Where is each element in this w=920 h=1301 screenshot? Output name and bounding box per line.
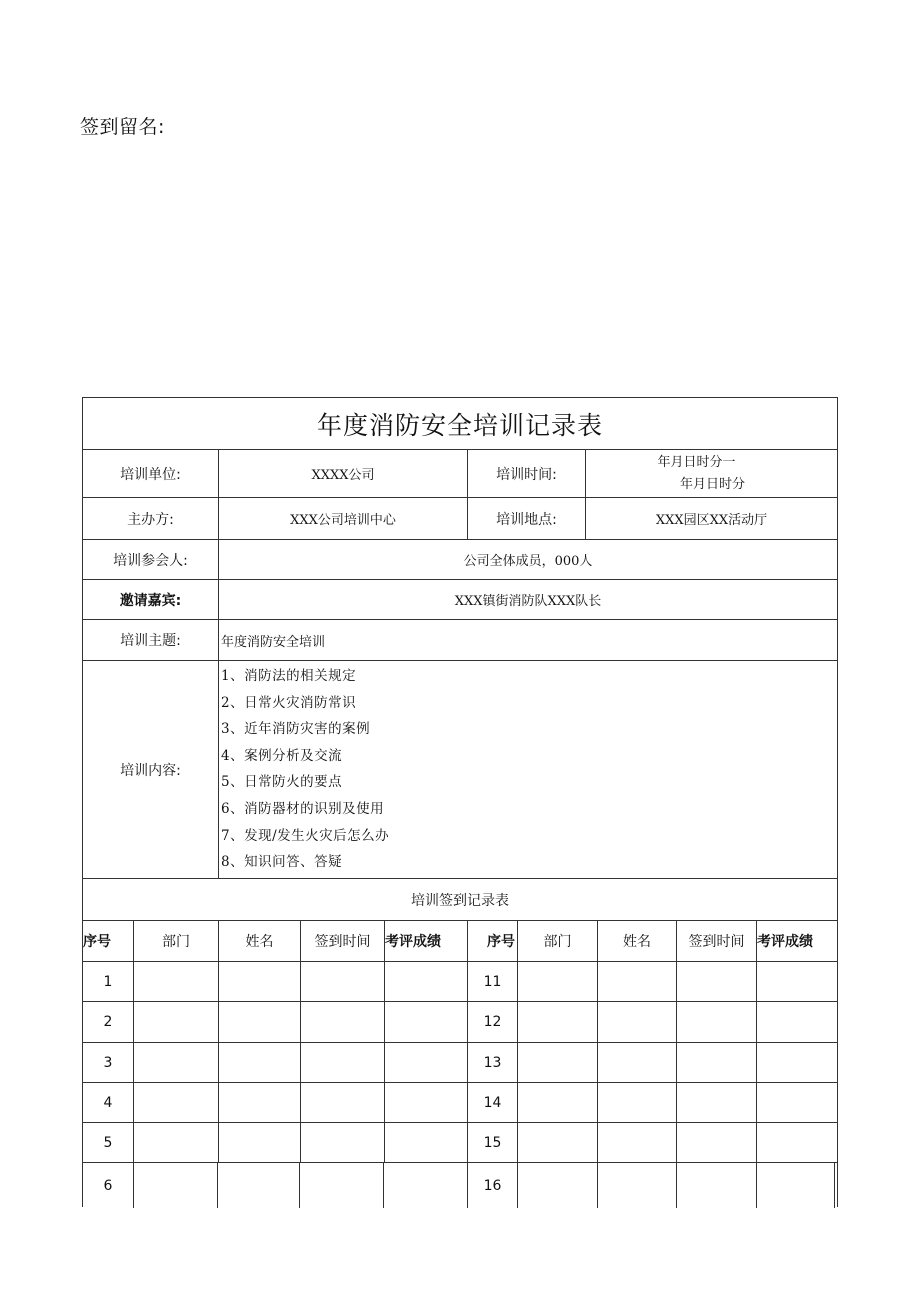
guest-row	[83, 580, 837, 620]
signin-time-cell[interactable]	[300, 1163, 384, 1208]
signin-time-cell[interactable]	[301, 1043, 385, 1082]
place-value: XXX园区XX活动厅	[655, 513, 768, 528]
header-dept: 部门	[518, 921, 598, 961]
header-dept: 部门	[134, 921, 219, 961]
signin-time-cell[interactable]	[677, 1002, 757, 1042]
signin-time-cell[interactable]	[677, 1123, 757, 1162]
seq-number: 14	[468, 1083, 518, 1122]
table-row	[83, 962, 837, 1002]
content-item: 6、消防器材的识别及使用	[221, 800, 385, 817]
seq-number: 2	[83, 1002, 134, 1042]
header-score: 考评成绩	[385, 921, 468, 961]
content-item: 8、知识问答、答疑	[221, 854, 343, 871]
content-item: 2、日常火灾消防常识	[221, 694, 357, 711]
place-label: 培训地点:	[468, 498, 586, 539]
score-cell[interactable]	[385, 1002, 468, 1042]
score-cell[interactable]	[757, 1002, 837, 1042]
score-cell[interactable]	[385, 1043, 468, 1082]
table-row	[83, 1083, 837, 1123]
seq-number: 13	[468, 1043, 518, 1082]
signin-title: 培训签到记录表	[411, 892, 509, 909]
content-item: 4、案例分析及交流	[221, 747, 343, 764]
form-title-row	[83, 398, 837, 450]
signin-title-row	[83, 879, 837, 921]
content-row	[83, 661, 837, 879]
score-cell[interactable]	[385, 1083, 468, 1122]
dept-cell[interactable]	[518, 1123, 598, 1162]
unit-value: XXXX公司	[219, 450, 468, 497]
time-label: 培训时间:	[468, 450, 586, 497]
score-cell[interactable]	[757, 1043, 837, 1082]
signin-time-cell[interactable]	[301, 962, 385, 1001]
header-seq: 序号	[468, 921, 518, 961]
dept-cell[interactable]	[134, 1123, 219, 1162]
name-cell[interactable]	[598, 1043, 677, 1082]
content-item: 1、消防法的相关规定	[221, 668, 357, 684]
name-cell[interactable]	[598, 1083, 677, 1122]
signin-time-cell[interactable]	[677, 1163, 757, 1208]
guest-value: XXX镇街消防队XXX队长	[454, 594, 602, 609]
seq-number: 12	[468, 1002, 518, 1042]
content-item: 3、近年消防灾害的案例	[221, 721, 371, 738]
unit-time-row	[83, 450, 837, 498]
dept-cell[interactable]	[518, 1043, 598, 1082]
participants-label: 培训参会人:	[83, 540, 219, 579]
content-item: 7、发现/发生火灾后怎么办	[221, 827, 390, 844]
content-list	[219, 661, 837, 878]
signin-time-cell[interactable]	[677, 962, 757, 1001]
time-value-start: 年月日时分一	[657, 454, 736, 470]
dept-cell[interactable]	[134, 962, 219, 1001]
name-cell[interactable]	[219, 1123, 301, 1162]
dept-cell[interactable]	[518, 1002, 598, 1042]
score-cell[interactable]	[757, 1163, 835, 1208]
score-cell[interactable]	[757, 962, 837, 1001]
participants-value: 公司全体成员，000人	[463, 554, 593, 569]
host-place-row	[83, 498, 837, 540]
header-name: 姓名	[598, 921, 677, 961]
signin-time-cell[interactable]	[677, 1083, 757, 1122]
form-title: 年度消防安全培训记录表	[316, 410, 603, 440]
host-label: 主办方:	[83, 498, 219, 539]
signin-time-cell[interactable]	[301, 1083, 385, 1122]
seq-number: 3	[83, 1043, 134, 1082]
seq-number: 11	[468, 962, 518, 1001]
guest-label: 邀请嘉宾:	[83, 580, 219, 619]
seq-number: 6	[83, 1163, 134, 1208]
score-cell[interactable]	[384, 1163, 468, 1208]
content-item: 5、日常防火的要点	[221, 774, 343, 791]
name-cell[interactable]	[219, 1043, 301, 1082]
seq-number: 1	[83, 962, 134, 1001]
signin-time-cell[interactable]	[301, 1123, 385, 1162]
dept-cell[interactable]	[518, 1163, 598, 1208]
participants-row	[83, 540, 837, 580]
seq-number: 16	[468, 1163, 518, 1208]
seq-number: 15	[468, 1123, 518, 1162]
score-cell[interactable]	[385, 962, 468, 1001]
name-cell[interactable]	[598, 1123, 677, 1162]
name-cell[interactable]	[218, 1163, 300, 1208]
table-row	[83, 1043, 837, 1083]
signin-time-cell[interactable]	[301, 1002, 385, 1042]
signin-time-cell[interactable]	[677, 1043, 757, 1082]
dept-cell[interactable]	[518, 1083, 598, 1122]
topic-label: 培训主题:	[83, 620, 219, 660]
time-value	[586, 450, 837, 497]
seq-number: 4	[83, 1083, 134, 1122]
dept-cell[interactable]	[134, 1163, 218, 1208]
signin-header-row	[83, 921, 837, 962]
dept-cell[interactable]	[518, 962, 598, 1001]
header-name: 姓名	[219, 921, 301, 961]
header-seq: 序号	[83, 921, 134, 961]
name-cell[interactable]	[598, 962, 677, 1001]
unit-label: 培训单位:	[83, 450, 219, 497]
topic-row	[83, 620, 837, 661]
header-score: 考评成绩	[757, 934, 813, 950]
table-row	[83, 1002, 837, 1043]
time-value-end: 年月日时分	[679, 476, 745, 492]
dept-cell[interactable]	[134, 1043, 219, 1082]
header-signin-time: 签到时间	[677, 921, 757, 961]
content-label: 培训内容:	[83, 661, 219, 878]
signin-note-label: 签到留名:	[80, 116, 165, 138]
name-cell[interactable]	[598, 1163, 677, 1208]
name-cell[interactable]	[598, 1002, 677, 1042]
name-cell[interactable]	[219, 1002, 301, 1042]
dept-cell[interactable]	[134, 1002, 219, 1042]
name-cell[interactable]	[219, 1083, 301, 1122]
score-cell[interactable]	[385, 1123, 468, 1162]
host-value: XXX公司培训中心	[219, 498, 468, 539]
table-row	[83, 1163, 837, 1208]
topic-value: 年度消防安全培训	[221, 634, 326, 650]
seq-number: 5	[83, 1123, 134, 1162]
training-record-form	[82, 397, 838, 1207]
dept-cell[interactable]	[134, 1083, 219, 1122]
score-cell[interactable]	[757, 1123, 837, 1162]
table-row	[83, 1123, 837, 1163]
header-signin-time: 签到时间	[301, 921, 385, 961]
name-cell[interactable]	[219, 962, 301, 1001]
score-cell[interactable]	[757, 1083, 837, 1122]
